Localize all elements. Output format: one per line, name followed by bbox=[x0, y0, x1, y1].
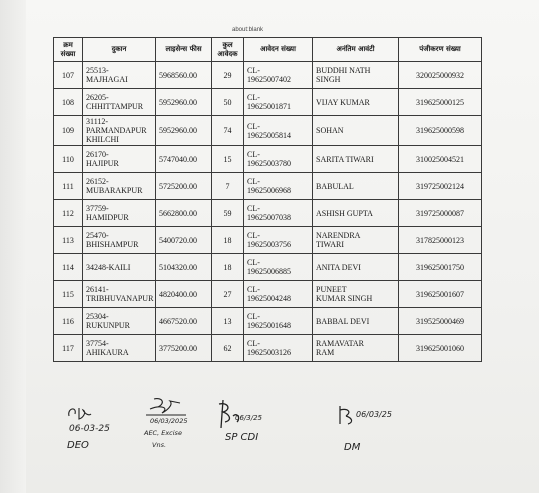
shop-cell: 25470- BHISHAMPUR bbox=[83, 227, 156, 254]
column-header: क्रम संख्या bbox=[54, 38, 83, 62]
allottee-cell: SARITA TIWARI bbox=[313, 146, 399, 173]
table-body bbox=[54, 62, 482, 362]
registration-no-cell: 319625001750 bbox=[399, 254, 482, 281]
table-row bbox=[54, 227, 482, 254]
aec-signature-sub: Vns. bbox=[152, 441, 167, 449]
sp-signature-date: 06/3/25 bbox=[235, 414, 262, 422]
shop-cell: 26141- TRIBHUVANAPUR bbox=[83, 281, 156, 308]
applicants-cell: 18 bbox=[212, 227, 244, 254]
registration-no-cell: 319625001060 bbox=[399, 335, 482, 362]
browser-url-text: about:blank bbox=[232, 27, 264, 33]
allottee-cell: RAMAVATAR RAM bbox=[313, 335, 399, 362]
serial-cell: 115 bbox=[54, 281, 83, 308]
deo-signature bbox=[62, 404, 122, 454]
license-fee-cell: 5104320.00 bbox=[156, 254, 212, 281]
registration-no-cell: 319725002124 bbox=[399, 173, 482, 200]
application-no-cell: CL- 19625006968 bbox=[244, 173, 313, 200]
allottee-cell: BABULAL bbox=[313, 173, 399, 200]
license-fee-cell: 5968560.00 bbox=[156, 62, 212, 89]
license-fee-cell: 3775200.00 bbox=[156, 335, 212, 362]
serial-cell: 109 bbox=[54, 116, 83, 146]
license-fee-cell: 4667520.00 bbox=[156, 308, 212, 335]
application-no-cell: CL- 19625001648 bbox=[244, 308, 313, 335]
allottee-cell: BABBAL DEVI bbox=[313, 308, 399, 335]
table-row bbox=[54, 173, 482, 200]
application-no-cell: CL- 19625006885 bbox=[244, 254, 313, 281]
registration-no-cell: 319625000125 bbox=[399, 89, 482, 116]
serial-cell: 112 bbox=[54, 200, 83, 227]
table-row bbox=[54, 89, 482, 116]
allotment-table bbox=[53, 37, 482, 362]
deo-signature-date: 06-03-25 bbox=[69, 424, 110, 434]
table-row bbox=[54, 116, 482, 146]
registration-no-cell: 319625000598 bbox=[399, 116, 482, 146]
application-no-cell: CL- 19625007402 bbox=[244, 62, 313, 89]
table-row bbox=[54, 146, 482, 173]
table-row bbox=[54, 200, 482, 227]
aec-signature-label: AEC, Excise bbox=[144, 429, 182, 437]
allottee-cell: PUNEET KUMAR SINGH bbox=[313, 281, 399, 308]
serial-cell: 111 bbox=[54, 173, 83, 200]
column-header: कुल आवेदक bbox=[212, 38, 244, 62]
allottee-cell: SOHAN bbox=[313, 116, 399, 146]
table-row bbox=[54, 254, 482, 281]
shop-cell: 26170- HAJIPUR bbox=[83, 146, 156, 173]
shop-cell: 25513- MAJHAGAI bbox=[83, 62, 156, 89]
serial-cell: 113 bbox=[54, 227, 83, 254]
column-header: आवेदन संख्या bbox=[244, 38, 313, 62]
dm-signature bbox=[330, 402, 430, 462]
license-fee-cell: 5725200.00 bbox=[156, 173, 212, 200]
license-fee-cell: 5662800.00 bbox=[156, 200, 212, 227]
registration-no-cell: 319625001607 bbox=[399, 281, 482, 308]
allottee-cell: VIJAY KUMAR bbox=[313, 89, 399, 116]
sp-signature bbox=[213, 398, 288, 456]
shop-cell: 37759- HAMIDPUR bbox=[83, 200, 156, 227]
page-shadow bbox=[0, 0, 26, 493]
sp-signature-label: SP CDI bbox=[225, 432, 259, 443]
application-no-cell: CL- 19625007038 bbox=[244, 200, 313, 227]
dm-signature-label: DM bbox=[344, 442, 361, 453]
registration-no-cell: 319525000469 bbox=[399, 308, 482, 335]
serial-cell: 116 bbox=[54, 308, 83, 335]
application-no-cell: CL- 19625003126 bbox=[244, 335, 313, 362]
application-no-cell: CL- 19625003780 bbox=[244, 146, 313, 173]
registration-no-cell: 319725000087 bbox=[399, 200, 482, 227]
applicants-cell: 13 bbox=[212, 308, 244, 335]
table-row bbox=[54, 62, 482, 89]
license-fee-cell: 5952960.00 bbox=[156, 89, 212, 116]
table-row bbox=[54, 308, 482, 335]
column-header: पंजीकरण संख्या bbox=[399, 38, 482, 62]
license-fee-cell: 5952960.00 bbox=[156, 116, 212, 146]
application-no-cell: CL- 19625005814 bbox=[244, 116, 313, 146]
applicants-cell: 27 bbox=[212, 281, 244, 308]
allottee-cell: BUDDHI NATH SINGH bbox=[313, 62, 399, 89]
dm-signature-date: 06/03/25 bbox=[356, 410, 392, 419]
applicants-cell: 50 bbox=[212, 89, 244, 116]
applicants-cell: 15 bbox=[212, 146, 244, 173]
signature-scribble bbox=[65, 404, 105, 422]
column-header: लाइसेन्स फीस bbox=[156, 38, 212, 62]
column-header: दुकान bbox=[83, 38, 156, 62]
serial-cell: 117 bbox=[54, 335, 83, 362]
registration-no-cell: 310025004521 bbox=[399, 146, 482, 173]
registration-no-cell: 320025000932 bbox=[399, 62, 482, 89]
table-row bbox=[54, 335, 482, 362]
shop-cell: 31112- PARMANDAPUR KHILCHI bbox=[83, 116, 156, 146]
allottee-cell: NARENDRA TIWARI bbox=[313, 227, 399, 254]
aec-signature bbox=[136, 395, 206, 460]
applicants-cell: 62 bbox=[212, 335, 244, 362]
applicants-cell: 29 bbox=[212, 62, 244, 89]
applicants-cell: 74 bbox=[212, 116, 244, 146]
shop-cell: 25304- RUKUNPUR bbox=[83, 308, 156, 335]
serial-cell: 108 bbox=[54, 89, 83, 116]
shop-cell: 26205- CHHITTAMPUR bbox=[83, 89, 156, 116]
application-no-cell: CL- 19625004248 bbox=[244, 281, 313, 308]
column-header: अनंतिम आवंटी bbox=[313, 38, 399, 62]
allottee-cell: ASHISH GUPTA bbox=[313, 200, 399, 227]
aec-signature-date: 06/03/2025 bbox=[150, 417, 188, 425]
license-fee-cell: 5400720.00 bbox=[156, 227, 212, 254]
application-no-cell: CL- 19625001871 bbox=[244, 89, 313, 116]
license-fee-cell: 5747040.00 bbox=[156, 146, 212, 173]
application-no-cell: CL- 19625003756 bbox=[244, 227, 313, 254]
shop-cell: 37754- AHIKAURA bbox=[83, 335, 156, 362]
signature-scribble bbox=[140, 395, 200, 417]
allottee-cell: ANITA DEVI bbox=[313, 254, 399, 281]
applicants-cell: 59 bbox=[212, 200, 244, 227]
serial-cell: 107 bbox=[54, 62, 83, 89]
shop-cell: 34248-KAILI bbox=[83, 254, 156, 281]
serial-cell: 110 bbox=[54, 146, 83, 173]
table-row bbox=[54, 281, 482, 308]
shop-cell: 26152- MUBARAKPUR bbox=[83, 173, 156, 200]
applicants-cell: 18 bbox=[212, 254, 244, 281]
applicants-cell: 7 bbox=[212, 173, 244, 200]
table-header-row bbox=[54, 38, 482, 62]
serial-cell: 114 bbox=[54, 254, 83, 281]
deo-signature-label: DEO bbox=[67, 440, 89, 451]
registration-no-cell: 317825000123 bbox=[399, 227, 482, 254]
license-fee-cell: 4820400.00 bbox=[156, 281, 212, 308]
